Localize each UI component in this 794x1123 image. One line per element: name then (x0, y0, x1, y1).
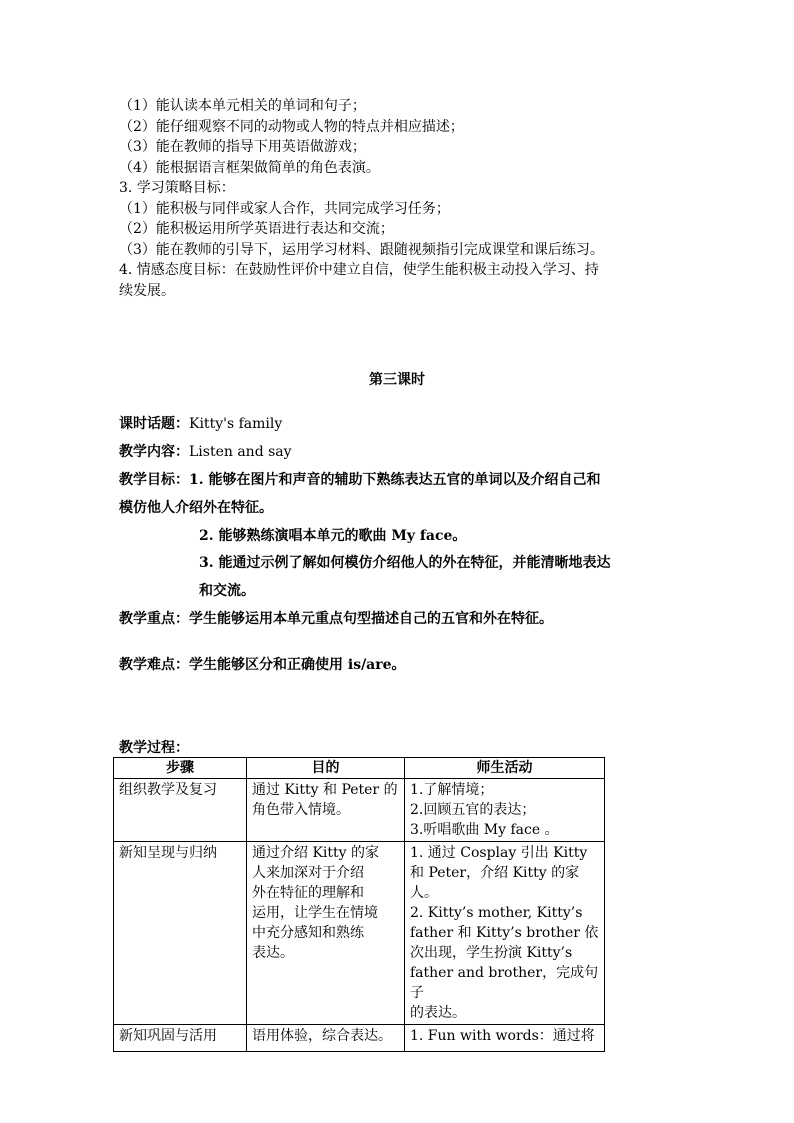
list-item: （2）能积极运用所学英语进行表达和交流； (119, 221, 394, 237)
process-heading: 教学过程： (119, 740, 189, 756)
list-item: （4）能根据语言框架做简单的角色表演。 (119, 159, 380, 176)
table-row (114, 1025, 605, 1052)
purpose-cell (247, 779, 405, 842)
list-item: （3）能在教师的指导下用英语做游戏； (119, 139, 366, 155)
column-header: 步骤 (114, 758, 247, 779)
topic-value: Kitty's family (189, 416, 283, 432)
column-header: 目的 (247, 758, 405, 779)
step-cell (114, 842, 247, 1025)
lesson-difficulty (119, 654, 406, 674)
purpose-line: 运用，让学生在情境 (252, 905, 378, 921)
list-item: （1）能认读本单元相关的单词和句子； (119, 98, 366, 114)
activity-cell (405, 1025, 605, 1052)
purpose-line: 语用体验，综合表达。 (252, 1028, 392, 1044)
process-table (113, 757, 605, 1052)
lesson-key-point (119, 608, 553, 628)
activity-line: 和 Peter，介绍 Kitty 的家人。 (410, 865, 580, 901)
purpose-line: 表达。 (252, 945, 294, 961)
lesson-title: 第三课时 (369, 372, 425, 388)
purpose-cell (247, 842, 405, 1025)
table-row (114, 779, 605, 842)
purpose-cell (247, 1025, 405, 1052)
attitude-line: 续发展。 (119, 282, 175, 299)
topic-label: 课时话题： (119, 416, 189, 432)
step-cell (114, 1025, 247, 1052)
purpose-line: 中充分感知和熟练 (252, 925, 364, 941)
lesson-topic (119, 413, 282, 433)
list-item: （3）能在教师的引导下，运用学习材料、跟随视频指引完成课堂和课后练习。 (119, 241, 604, 258)
activity-line: 3.听唱歌曲 My face 。 (410, 822, 559, 838)
activity-cell (405, 842, 605, 1025)
step-cell (114, 779, 247, 842)
objectives-list (119, 96, 689, 301)
lesson-goals (119, 469, 601, 489)
activity-line: father and brother，完成句子 (410, 965, 599, 1001)
list-item: （2）能仔细观察不同的动物或人物的特点并相应描述； (119, 118, 464, 135)
attitude-line: 4. 情感态度目标：在鼓励性评价中建立自信，使学生能积极主动投入学习、持 (119, 262, 599, 278)
activity-line: 2.回顾五官的表达； (410, 802, 536, 818)
strategy-heading: 3. 学习策略目标： (119, 180, 235, 196)
key-label: 教学重点： (119, 611, 189, 627)
activity-line: 2. Kitty’s mother, Kitty’s (410, 905, 583, 921)
goal-3-continuation: 和交流。 (199, 583, 255, 599)
step-text: 组织教学及复习 (119, 782, 217, 798)
difficulty-label: 教学难点： (119, 657, 189, 673)
table-row (114, 842, 605, 1025)
purpose-line: 通过 Kitty 和 Peter 的 (252, 782, 398, 798)
purpose-line: 通过介绍 Kitty 的家 (252, 845, 379, 861)
goal-3: 3. 能通过示例了解如何模仿介绍他人的外在特征，并能清晰地表达 (199, 555, 611, 571)
activity-line: father 和 Kitty’s brother 依 (410, 925, 599, 941)
goals-label: 教学目标： (119, 472, 189, 488)
activity-line: 1.了解情境； (410, 782, 494, 798)
activity-line: 的表达。 (410, 1005, 466, 1021)
key-value: 学生能够运用本单元重点句型描述自己的五官和外在特征。 (189, 611, 553, 627)
column-header: 师生活动 (405, 758, 605, 779)
purpose-line: 人来加深对于介绍 (252, 865, 364, 881)
lesson-content (119, 441, 292, 461)
activity-line: 次出现，学生扮演 Kitty’s (410, 945, 573, 961)
goal-2: 2. 能够熟练演唱本单元的歌曲 My face。 (199, 528, 467, 544)
step-text: 新知呈现与归纳 (119, 845, 217, 861)
purpose-line: 外在特征的理解和 (252, 885, 364, 901)
table-header-row (114, 758, 605, 779)
difficulty-value: 学生能够区分和正确使用 is/are。 (189, 657, 406, 673)
activity-line: 1. Fun with words：通过将 (410, 1028, 595, 1044)
list-item: （1）能积极与同伴或家人合作，共同完成学习任务； (119, 200, 450, 217)
goal-1: 1. 能够在图片和声音的辅助下熟练表达五官的单词以及介绍自己和 (189, 472, 601, 488)
step-text: 新知巩固与活用 (119, 1028, 217, 1044)
goal-1-continuation: 模仿他人介绍外在特征。 (119, 500, 273, 516)
activity-cell (405, 779, 605, 842)
content-value: Listen and say (189, 444, 292, 460)
activity-line: 1. 通过 Cosplay 引出 Kitty (410, 845, 588, 861)
content-label: 教学内容： (119, 444, 189, 460)
purpose-line: 角色带入情境。 (252, 802, 350, 818)
